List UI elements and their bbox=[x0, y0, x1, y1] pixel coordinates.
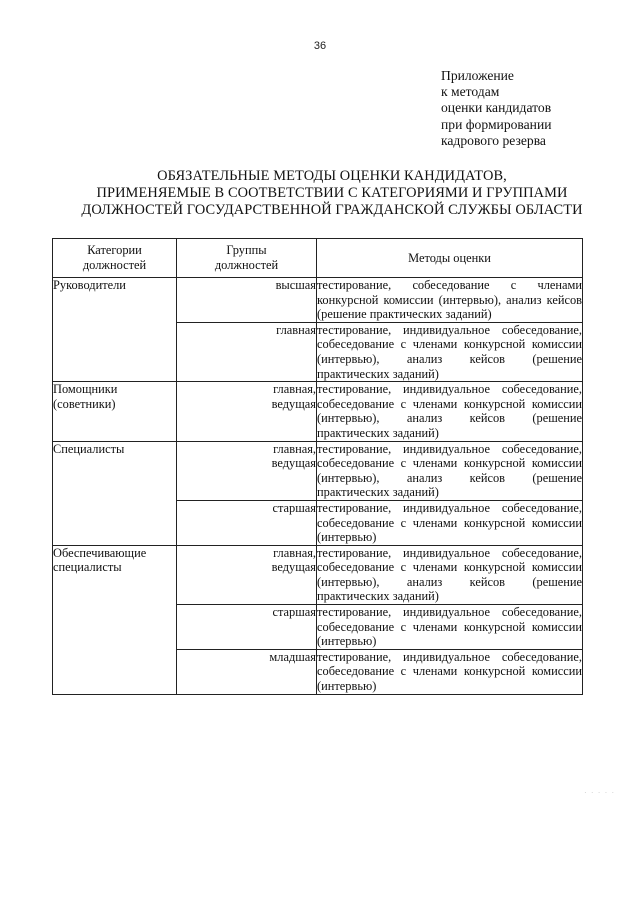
group-cell bbox=[177, 278, 317, 323]
methods-cell: тестирование, индивидуальное собеседование, собеседование с членами конкурсной комиссии (интервью), анализ кейсов (решение практических заданий) bbox=[317, 441, 582, 500]
table-row bbox=[53, 382, 583, 441]
group-cell bbox=[177, 649, 317, 694]
header-category bbox=[53, 239, 177, 278]
table-row bbox=[53, 441, 583, 500]
header-methods bbox=[317, 239, 583, 278]
table-row bbox=[53, 278, 583, 323]
group-label: главная, ведущая bbox=[271, 545, 316, 575]
group-label: главная, ведущая bbox=[271, 441, 316, 471]
methods-cell: тестирование, индивидуальное собеседование, собеседование с членами конкурсной комиссии (интервью), анализ кейсов (решение практических заданий) bbox=[317, 322, 582, 381]
header-category-label: Категории должностей bbox=[82, 243, 147, 272]
page-number: 36 bbox=[313, 40, 327, 52]
group-label: высшая bbox=[275, 278, 316, 292]
header-group bbox=[177, 239, 317, 278]
group-label: главная, ведущая bbox=[271, 382, 316, 411]
group-label: главная bbox=[276, 322, 316, 337]
methods-cell: тестирование, собеседование с членами конкурсной комиссии (интервью), анализ кейсов (решение практических заданий) bbox=[317, 278, 582, 322]
header-methods-label: Методы оценки bbox=[408, 250, 491, 265]
group-cell bbox=[177, 545, 317, 604]
appendix-line: кадрового резерва bbox=[441, 132, 546, 148]
group-cell bbox=[177, 382, 317, 441]
table-header-row bbox=[53, 239, 583, 278]
appendix-line: оценки кандидатов bbox=[441, 100, 552, 116]
title-line: ОБЯЗАТЕЛЬНЫЕ МЕТОДЫ ОЦЕНКИ КАНДИДАТОВ, bbox=[157, 168, 507, 184]
category-label: Обеспечивающие специалисты bbox=[53, 545, 147, 575]
methods-cell: тестирование, индивидуальное собеседование, собеседование с членами конкурсной комиссии (интервью), анализ кейсов (решение практических заданий) bbox=[317, 545, 582, 604]
category-cell bbox=[53, 278, 177, 382]
appendix-line: Приложение bbox=[441, 68, 514, 83]
methods-cell: тестирование, индивидуальное собеседование, собеседование с членами конкурсной комиссии (интервью) bbox=[317, 500, 582, 545]
group-cell bbox=[177, 500, 317, 545]
appendix-line: при формировании bbox=[441, 116, 552, 132]
document-title bbox=[40, 168, 624, 219]
title-line: ДОЛЖНОСТЕЙ ГОСУДАРСТВЕННОЙ ГРАЖДАНСКОЙ СЛУЖБЫ ОБЛАСТИ bbox=[81, 202, 583, 218]
methods-cell: тестирование, индивидуальное собеседование, собеседование с членами конкурсной комиссии (интервью) bbox=[317, 605, 582, 649]
header-group-label: Группы должностей bbox=[214, 243, 279, 272]
appendix-note bbox=[441, 68, 621, 149]
group-label: старшая bbox=[272, 605, 316, 620]
category-label: Руководители bbox=[53, 278, 126, 292]
group-label: старшая bbox=[272, 500, 316, 515]
category-label: Специалисты bbox=[53, 441, 125, 456]
table-row bbox=[53, 545, 583, 604]
assessment-methods-table bbox=[52, 238, 583, 695]
group-label: младшая bbox=[269, 649, 316, 664]
category-cell bbox=[53, 545, 177, 694]
group-cell bbox=[177, 605, 317, 650]
category-cell bbox=[53, 441, 177, 545]
title-line: ПРИМЕНЯЕМЫЕ В СООТВЕТСТВИИ С КАТЕГОРИЯМИ И ГРУППАМИ bbox=[96, 185, 568, 201]
group-cell bbox=[177, 441, 317, 500]
group-cell bbox=[177, 322, 317, 381]
category-label: Помощники (советники) bbox=[53, 382, 118, 411]
category-cell bbox=[53, 382, 177, 441]
methods-cell: тестирование, индивидуальное собеседование, собеседование с членами конкурсной комиссии (интервью) bbox=[317, 649, 582, 694]
appendix-line: к методам bbox=[441, 84, 500, 100]
scan-artifact: · · · · · bbox=[584, 788, 616, 797]
methods-cell: тестирование, индивидуальное собеседование, собеседование с членами конкурсной комиссии (интервью), анализ кейсов (решение практических заданий) bbox=[317, 382, 582, 440]
